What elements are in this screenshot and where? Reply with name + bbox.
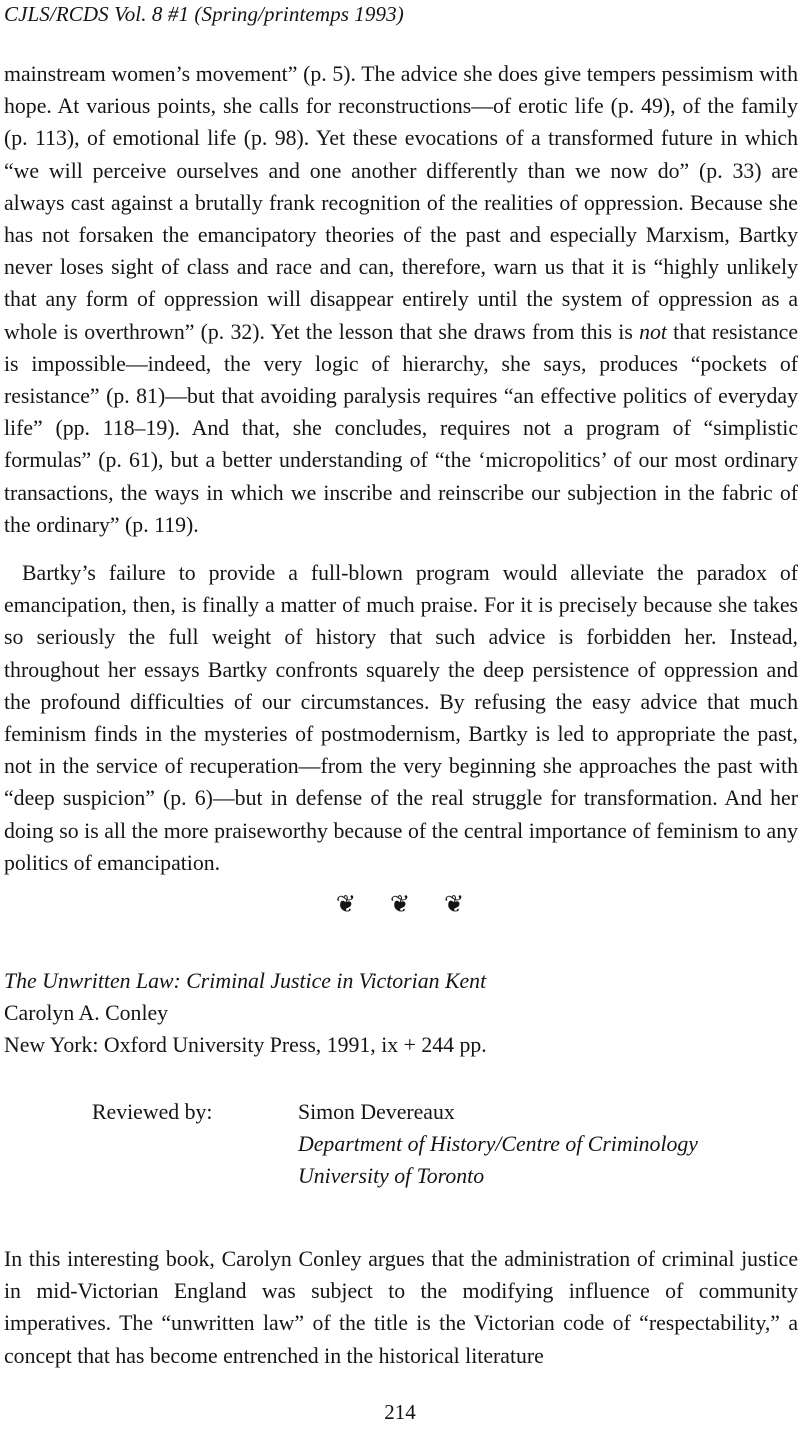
book-citation bbox=[4, 965, 487, 1061]
page-number: 214 bbox=[384, 1400, 416, 1424]
emphasis-text: not bbox=[639, 319, 667, 344]
paragraph-text: mainstream women’s movement” (p. 5). The advice she does give tempers pessimism with hope. At various points, she calls for reconstructions—of erotic life (p. 49), of the family (p. 113), of emotional life (p. 98). Yet these evocations of a transformed future in which “we will perceive ourselves and one another differently than we now do” (p. 33) are always cast against a brutally frank recognition of the realities of oppression. Because she has not forsaken the emancipatory theories of the past and especially Marxism, Bartky never loses sight of class and race and can, therefore, warn us that it is “highly unlikely that any form of oppression will disappear entirely until the system of oppression as a whole is overthrown” (p. 32). Yet the lesson that she draws from this is bbox=[4, 62, 798, 344]
book-author: Carolyn A. Conley bbox=[4, 1001, 169, 1025]
reviewer-institution: University of Toronto bbox=[298, 1164, 485, 1188]
previous-review-paragraph-1 bbox=[4, 58, 798, 541]
review-body-paragraph-1: In this interesting book, Carolyn Conley argues that the administration of criminal justice in mid-Victorian England was subject to the modifying influence of community imperatives. The “unwritten law” of the title is the Victorian code of “respectability,” a concept that has become entrenched in the historical literature bbox=[4, 1247, 798, 1368]
book-publication: New York: Oxford University Press, 1991, ix + 244 pp. bbox=[4, 1033, 487, 1057]
running-header: CJLS/RCDS Vol. 8 #1 (Spring/printemps 1993) bbox=[4, 2, 404, 26]
book-title: The Unwritten Law: Criminal Justice in Victorian Kent bbox=[4, 969, 487, 993]
reviewer-department: Department of History/Centre of Criminology bbox=[298, 1132, 698, 1156]
fleuron-icon: ❦ bbox=[389, 892, 411, 918]
fleuron-icon: ❦ bbox=[335, 892, 356, 918]
reviewed-by-label: Reviewed by: bbox=[92, 1100, 213, 1124]
paragraph-text-continued: that resistance is impossible—indeed, the very logic of hierarchy, she says, produces “pockets of resistance” (p. 81)—but that avoiding paralysis requires “an effective politics of everyday life” (pp. 118–19). And that, she concludes, requires not a program of “simplistic formulas” (p. 61), but a better understanding of “the ‘micropolitics’ of our most ordinary transactions, the ways in which we inscribe and reinscribe our subjection in the fabric of the ordinary” (p. 119). bbox=[4, 319, 798, 537]
fleuron-icon: ❦ bbox=[444, 892, 465, 918]
section-divider bbox=[0, 890, 800, 919]
reviewer-name: Simon Devereaux bbox=[298, 1100, 455, 1124]
reviewer-block bbox=[298, 1096, 698, 1192]
previous-review-paragraph-2: Bartky’s failure to provide a full-blown program would alleviate the paradox of emancipation, then, is finally a matter of much praise. For it is precisely because she takes so seriously the full weight of history that such advice is forbidden her. Instead, throughout her essays Bartky confronts squarely the deep persistence of oppression and the profound difficulties of our circumstances. By refusing the easy advice that much feminism finds in the mysteries of postmodernism, Bartky is led to appropriate the past, not in the service of recuperation—from the very beginning she approaches the past with “deep suspicion” (p. 6)—but in defense of the real struggle for transformation. And her doing so is all the more praiseworthy because of the central importance of feminism to any politics of emancipation. bbox=[4, 561, 798, 875]
